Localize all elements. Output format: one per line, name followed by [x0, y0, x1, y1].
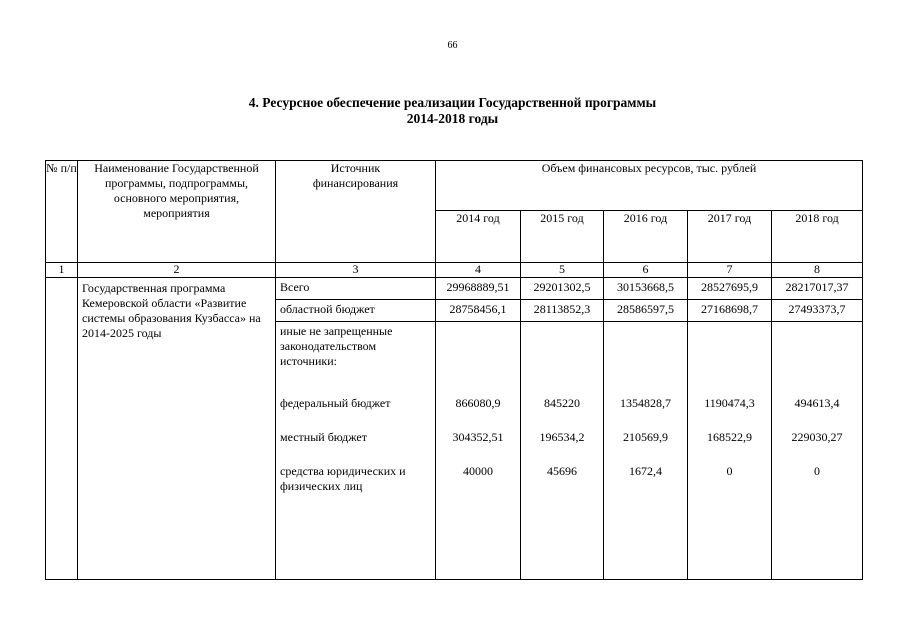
column-number: 4 [436, 263, 521, 278]
other-values-2017 [688, 322, 772, 580]
column-number: 8 [772, 263, 863, 278]
value-cell: 29201302,5 [521, 278, 604, 300]
value-cell: 28586597,5 [604, 300, 688, 322]
value-legal: 0 [726, 464, 733, 478]
value-federal: 1190474,3 [704, 396, 755, 410]
header-name: Наименование Государственной программы, подпрограммы, основного мероприятия, мероприятия [78, 161, 276, 263]
header-year-2016: 2016 год [604, 211, 688, 263]
other-values-2015 [521, 322, 604, 580]
page-number: 66 [447, 40, 458, 51]
column-number: 2 [78, 263, 276, 278]
program-num [46, 278, 78, 580]
value-cell: 28113852,3 [521, 300, 604, 322]
source-other-label: иные не запрещенные законодательством источники: [280, 324, 393, 368]
table-row [46, 278, 863, 300]
column-number: 3 [276, 263, 436, 278]
value-local: 229030,27 [791, 430, 843, 444]
header-year-2018: 2018 год [772, 211, 863, 263]
header-year-2015: 2015 год [521, 211, 604, 263]
header-year-2017: 2017 год [688, 211, 772, 263]
value-federal: 845220 [544, 396, 580, 410]
value-federal: 866080,9 [455, 396, 501, 410]
header-num: № п/п [46, 161, 78, 263]
header-year-2014: 2014 год [436, 211, 521, 263]
value-legal: 40000 [463, 464, 493, 478]
value-cell: 28527695,9 [688, 278, 772, 300]
value-legal: 0 [814, 464, 821, 478]
value-legal: 45696 [547, 464, 577, 478]
header-volume: Объем финансовых ресурсов, тыс. рублей [436, 161, 863, 211]
resource-table [45, 160, 863, 580]
source-federal: федеральный бюджет [280, 396, 391, 410]
section-title: 4. Ресурсное обеспечение реализации Государственной программы [248, 95, 657, 110]
other-sources-cell [276, 322, 436, 580]
header-source: Источник финансирования [276, 161, 436, 263]
column-number: 1 [46, 263, 78, 278]
value-legal: 1672,4 [629, 464, 662, 478]
value-local: 210569,9 [623, 430, 668, 444]
value-federal: 494613,4 [794, 396, 840, 410]
section-subtitle: 2014-2018 годы [406, 111, 499, 126]
value-local: 196534,2 [539, 430, 585, 444]
source-legal: средства юридических и физических лиц [280, 464, 406, 493]
column-number: 7 [688, 263, 772, 278]
value-cell: 28758456,1 [436, 300, 521, 322]
other-values-2018 [772, 322, 863, 580]
value-cell: 29968889,51 [436, 278, 521, 300]
column-number: 6 [604, 263, 688, 278]
value-local: 168522,9 [707, 430, 752, 444]
column-numbers-row [46, 263, 863, 278]
value-cell: 28217017,37 [772, 278, 863, 300]
value-cell: 30153668,5 [604, 278, 688, 300]
value-cell: 27493373,7 [772, 300, 863, 322]
value-cell: 27168698,7 [688, 300, 772, 322]
column-number: 5 [521, 263, 604, 278]
value-federal: 1354828,7 [620, 396, 671, 410]
source-local: местный бюджет [280, 430, 367, 444]
other-values-2014 [436, 322, 521, 580]
other-values-2016 [604, 322, 688, 580]
source-regional: областной бюджет [276, 300, 436, 322]
source-total: Всего [276, 278, 436, 300]
value-local: 304352,51 [452, 430, 504, 444]
program-name: Государственная программа Кемеровской области «Развитие системы образования Кузбасса» на 2014-2025 годы [78, 278, 276, 580]
